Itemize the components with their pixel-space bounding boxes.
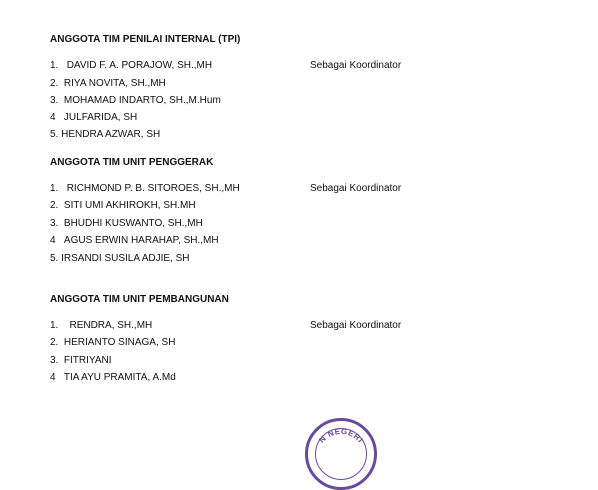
member-number: 2. (50, 200, 59, 211)
member-row (50, 60, 212, 72)
member-row (50, 183, 240, 195)
member-name: IRSANDI SUSILA ADJIE, SH (61, 253, 190, 264)
member-row (50, 235, 219, 247)
member-name: RIYA NOVITA, SH.,MH (63, 78, 166, 89)
member-number: 1. (50, 183, 59, 194)
section-title-unit-penggerak: ANGGOTA TIM UNIT PENGGERAK (50, 157, 214, 168)
member-name: BHUDHI KUSWANTO, SH.,MH (63, 218, 203, 229)
member-row (50, 78, 166, 90)
member-name: HENDRA AZWAR, SH (61, 129, 161, 140)
section-title-tpi: ANGGOTA TIM PENILAI INTERNAL (TPI) (50, 34, 241, 45)
member-number: 4 (50, 235, 56, 246)
svg-text:N NEGERI (317, 427, 365, 445)
member-row (50, 337, 175, 349)
member-name: TIA AYU PRAMITA, A.Md (63, 372, 176, 383)
stamp-text: N NEGERI (317, 426, 365, 445)
official-stamp (305, 418, 377, 490)
member-number: 3. (50, 95, 59, 106)
member-name: SITI UMI AKHIROKH, SH.MH (63, 200, 196, 211)
member-role: Sebagai Koordinator (310, 60, 402, 71)
member-row (50, 200, 196, 212)
member-name: RENDRA, SH.,MH (69, 320, 153, 331)
member-row (50, 95, 221, 107)
member-row (50, 129, 160, 141)
member-name: RICHMOND P. B. SITOROES, SH.,MH (66, 183, 240, 194)
member-name: FITRIYANI (63, 355, 112, 366)
member-row (50, 372, 176, 384)
member-number: 3. (50, 355, 59, 366)
member-row (50, 355, 112, 367)
member-number: 3. (50, 218, 59, 229)
member-number: 2. (50, 337, 59, 348)
member-number: 1. (50, 60, 59, 71)
member-number: 1. (50, 320, 59, 331)
section-title-unit-pembangunan: ANGGOTA TIM UNIT PEMBANGUNAN (50, 294, 229, 305)
member-number: 5. (50, 129, 59, 140)
member-role: Sebagai Koordinator (310, 320, 402, 331)
member-number: 4 (50, 372, 56, 383)
member-role: Sebagai Koordinator (310, 183, 402, 194)
member-row (50, 320, 152, 332)
member-name: DAVID F. A. PORAJOW, SH.,MH (66, 60, 213, 71)
member-name: JULFARIDA, SH (63, 112, 138, 123)
member-number: 5. (50, 253, 59, 264)
member-name: MOHAMAD INDARTO, SH.,M.Hum (63, 95, 221, 106)
member-row (50, 218, 203, 230)
stamp-text-arc (308, 421, 374, 487)
member-number: 4 (50, 112, 56, 123)
member-name: HERIANTO SINAGA, SH (63, 337, 176, 348)
member-name: AGUS ERWIN HARAHAP, SH.,MH (63, 235, 219, 246)
member-row (50, 253, 190, 265)
member-number: 2. (50, 78, 59, 89)
member-row (50, 112, 137, 124)
